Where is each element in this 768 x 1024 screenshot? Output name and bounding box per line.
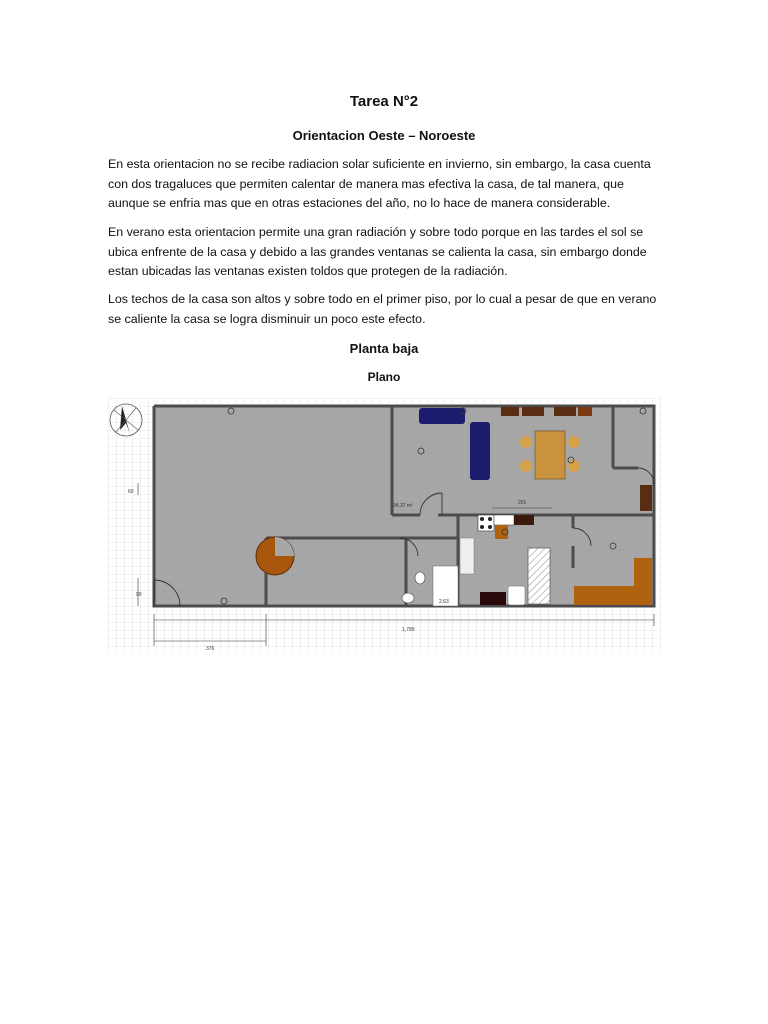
dimension-small-label: 376 bbox=[206, 646, 215, 652]
paragraph-ceilings: Los techos de la casa son altos y sobre todo en el primer piso, por lo cual a pesar de que en verano se caliente la casa se logra disminuir un poco este efecto. bbox=[108, 292, 657, 326]
spiral-staircase bbox=[256, 537, 294, 575]
page-title: Tarea N°2 bbox=[349, 93, 419, 110]
dimension-kitchen-label: 201 bbox=[518, 500, 527, 506]
dimension-total-label: 1,789 bbox=[402, 627, 415, 633]
dimension-side-label: 60 bbox=[128, 489, 134, 495]
figure-heading: Plano bbox=[367, 370, 401, 384]
area-label: 34,37 m² bbox=[393, 503, 413, 509]
paragraph-winter: En esta orientacion no se recibe radiacion solar suficiente en invierno, sin embargo, la casa cuenta con dos tragaluces que permiten calentar de manera mas efectiva la casa, de tal manera, que aunque se enfria mas que en otras estaciones del año, no lo hace de manera considerable. bbox=[108, 157, 651, 210]
side-cabinet bbox=[640, 485, 652, 511]
page-subtitle: Orientacion Oeste – Noroeste bbox=[292, 128, 476, 143]
section-heading: Planta baja bbox=[349, 341, 419, 356]
floor-plan-figure bbox=[108, 398, 661, 654]
dimension-side-label-2: 90 bbox=[136, 592, 142, 598]
tiny-label: 2.63 bbox=[439, 599, 449, 605]
paragraph-summer: En verano esta orientacion permite una gran radiación y sobre todo porque en las tardes el sol se ubica enfrente de la casa y debido a las grandes ventanas se calienta la casa, sin embargo donde estan ubicadas las ventanas existen toldos que protegen de la radiación. bbox=[108, 225, 647, 278]
